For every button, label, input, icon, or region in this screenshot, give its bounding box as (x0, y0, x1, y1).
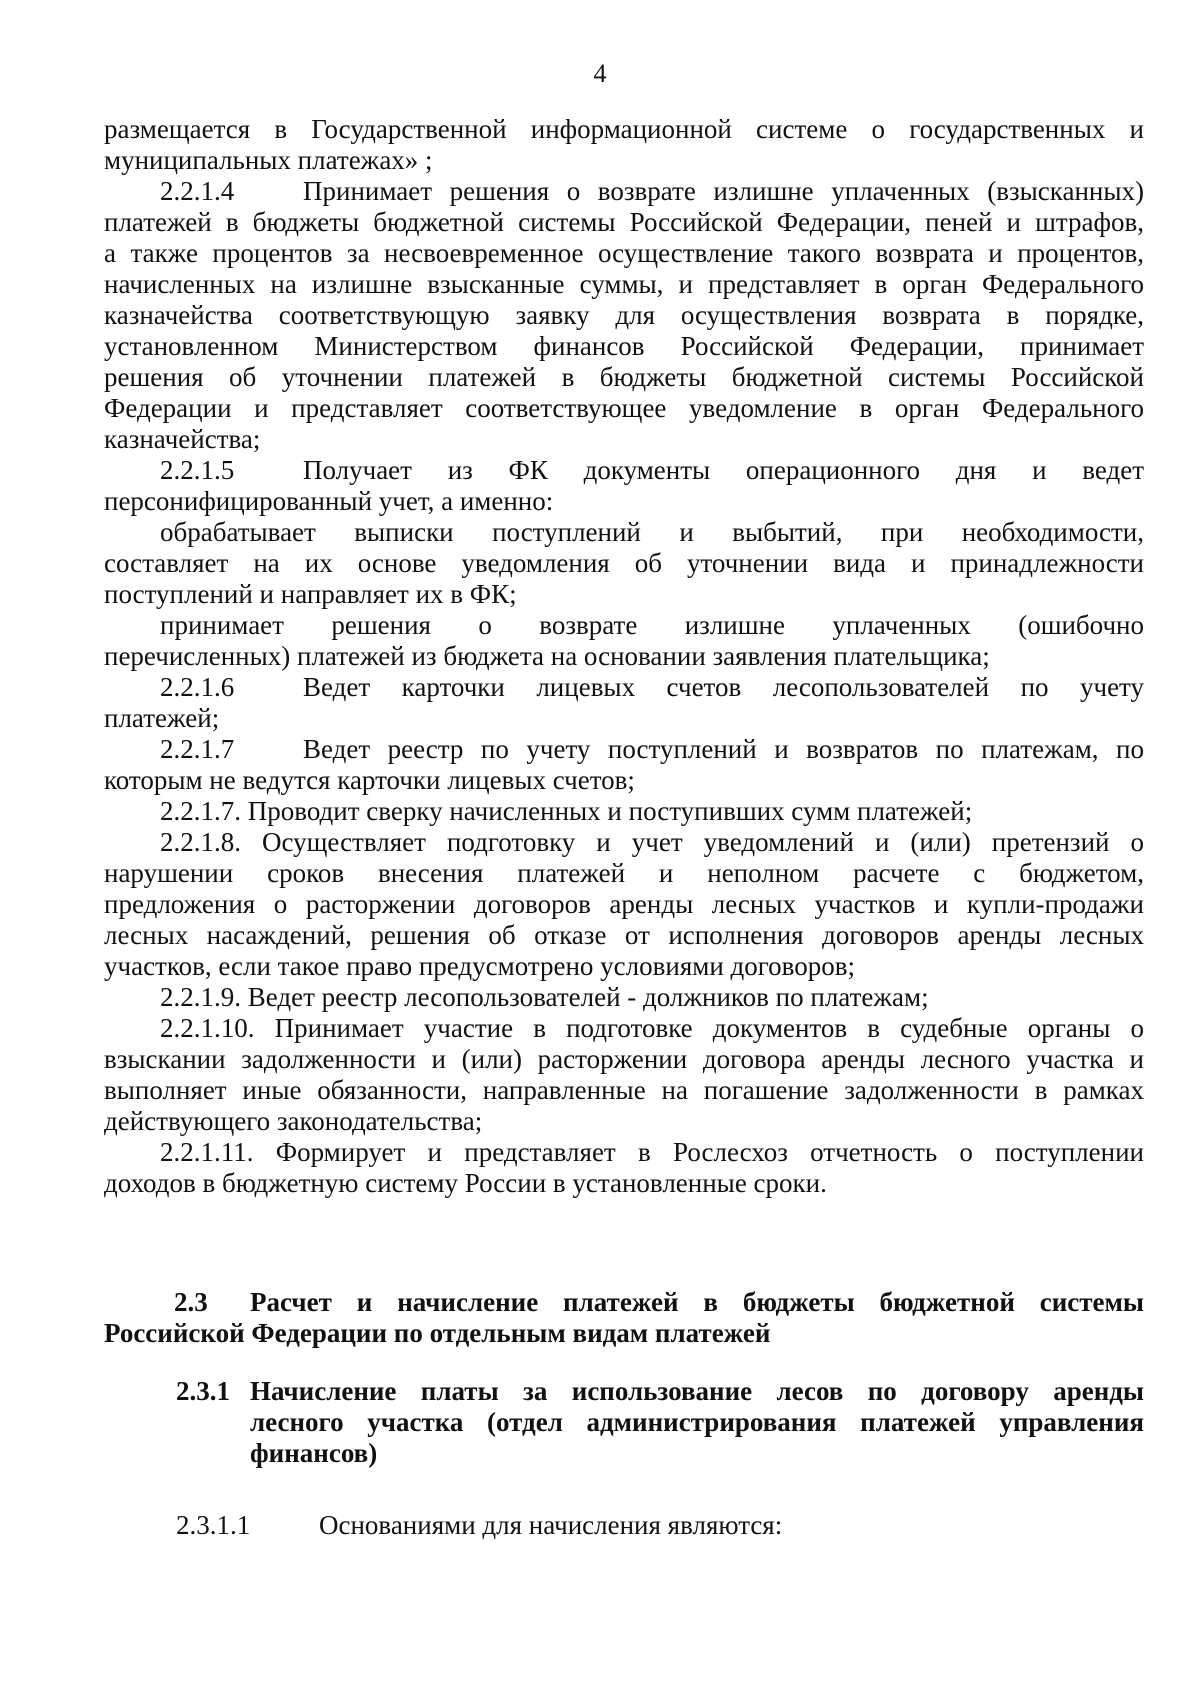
paragraph (104, 982, 1144, 1013)
paragraph (104, 176, 1144, 455)
paragraph (104, 796, 1144, 827)
text-line: взыскании задолженности и (или) расторжении договора аренды лесного участка и (104, 1044, 1144, 1074)
item-number: 2.3.1.1 (176, 1510, 251, 1540)
text-line: 2.2.1.6 Ведет карточки лицевых счетов лесопользователей по учету (160, 672, 1144, 702)
text-line: а также процентов за несвоевременное осуществление такого возврата и процентов, (104, 238, 1144, 268)
paragraph (104, 517, 1144, 610)
text-line: 2.2.1.11. Формирует и представляет в Рослесхоз отчетность о поступлении (160, 1137, 1144, 1167)
text-line: выполняет иные обязанности, направленные на погашение задолженности в рамках (104, 1075, 1144, 1105)
paragraph (104, 1013, 1144, 1137)
text-line: размещается в Государственной информационной системе о государственных и (104, 114, 1144, 144)
text-line: 2.2.1.7. Проводит сверку начисленных и поступивших сумм платежей; (160, 796, 973, 826)
text-line: установленном Министерством финансов Российской Федерации, принимает (104, 331, 1144, 361)
heading-number: 2.3.1 (176, 1376, 230, 1406)
text-line: 2.2.1.10. Принимает участие в подготовке документов в судебные органы о (160, 1013, 1144, 1043)
text-line: муниципальных платежах» ; (104, 145, 433, 175)
text-line: решения об уточнении платежей в бюджеты бюджетной системы Российской (104, 362, 1144, 392)
text-line: поступлений и направляет их в ФК; (104, 579, 517, 609)
text-line: 2.2.1.5 Получает из ФК документы операционного дня и ведет (160, 455, 1144, 485)
text-line: лесных насаждений, решения об отказе от исполнения договоров аренды лесных (104, 920, 1144, 950)
heading-number: 2.3 (174, 1287, 208, 1317)
text-line: доходов в бюджетную систему России в установленные сроки. (104, 1168, 827, 1198)
text-line: которым не ведутся карточки лицевых счетов; (104, 765, 635, 795)
item-number: 2.2.1.5 (160, 455, 235, 485)
paragraph (104, 734, 1144, 796)
text-line: обрабатывает выписки поступлений и выбытий, при необходимости, (160, 517, 1144, 547)
item-number: 2.2.1.6 (160, 672, 235, 702)
text-line: перечисленных) платежей из бюджета на основании заявления плательщика; (104, 641, 990, 671)
text-line: 2.2.1.7 Ведет реестр по учету поступлений и возвратов по платежам, по (160, 734, 1144, 764)
heading-line: финансов) (250, 1438, 378, 1468)
item-number: 2.2.1.4 (160, 176, 235, 206)
text-line: платежей в бюджеты бюджетной системы Российской Федерации, пеней и штрафов, (104, 207, 1144, 237)
section-heading-2-3-1 (176, 1376, 1144, 1469)
paragraph (104, 827, 1144, 982)
heading-line: лесного участка (отдел администрирования платежей управления (250, 1407, 1144, 1437)
list-item-2-3-1-1 (176, 1510, 782, 1541)
text-line: начисленных на излишне взысканные суммы, и представляет в орган Федерального (104, 269, 1144, 299)
text-line: действующего законодательства; (104, 1106, 483, 1136)
paragraph (104, 1137, 1144, 1199)
heading-line: Начисление платы за использование лесов по договору аренды (250, 1376, 1144, 1406)
item-number: 2.2.1.7 (160, 734, 235, 764)
item-text: Основаниями для начисления являются: (319, 1510, 783, 1540)
heading-line: Российской Федерации по отдельным видам платежей (104, 1318, 771, 1348)
text-line: предложения о расторжении договоров аренды лесных участков и купли-продажи (104, 889, 1144, 919)
text-line: 2.2.1.4 Принимает решения о возврате излишне уплаченных (взысканных) (160, 176, 1144, 206)
page-number: 4 (593, 59, 607, 88)
paragraph (104, 610, 1144, 672)
text-line: платежей; (104, 703, 220, 733)
text-line: казначейства; (104, 424, 261, 454)
text-line: казначейства соответствующую заявку для осуществления возврата в порядке, (104, 300, 1144, 330)
paragraph (104, 455, 1144, 517)
text-line: принимает решения о возврате излишне уплаченных (ошибочно (160, 610, 1144, 640)
heading-line: 2.3 Расчет и начисление платежей в бюджеты бюджетной системы (104, 1287, 1144, 1318)
section-heading-2-3 (104, 1287, 1144, 1349)
document-body (104, 114, 1144, 1199)
paragraph (104, 114, 1144, 176)
text-line: персонифицированный учет, а именно: (104, 486, 554, 516)
paragraph (104, 672, 1144, 734)
text-line: 2.2.1.9. Ведет реестр лесопользователей - должников по платежам; (160, 982, 929, 1012)
text-line: составляет на их основе уведомления об уточнении вида и принадлежности (104, 548, 1144, 578)
text-line: 2.2.1.8. Осуществляет подготовку и учет уведомлений и (или) претензий о (160, 827, 1144, 857)
text-line: Федерации и представляет соответствующее уведомление в орган Федерального (104, 393, 1144, 423)
text-line: участков, если такое право предусмотрено условиями договоров; (104, 951, 855, 981)
text-line: нарушении сроков внесения платежей и неполном расчете с бюджетом, (104, 858, 1144, 888)
